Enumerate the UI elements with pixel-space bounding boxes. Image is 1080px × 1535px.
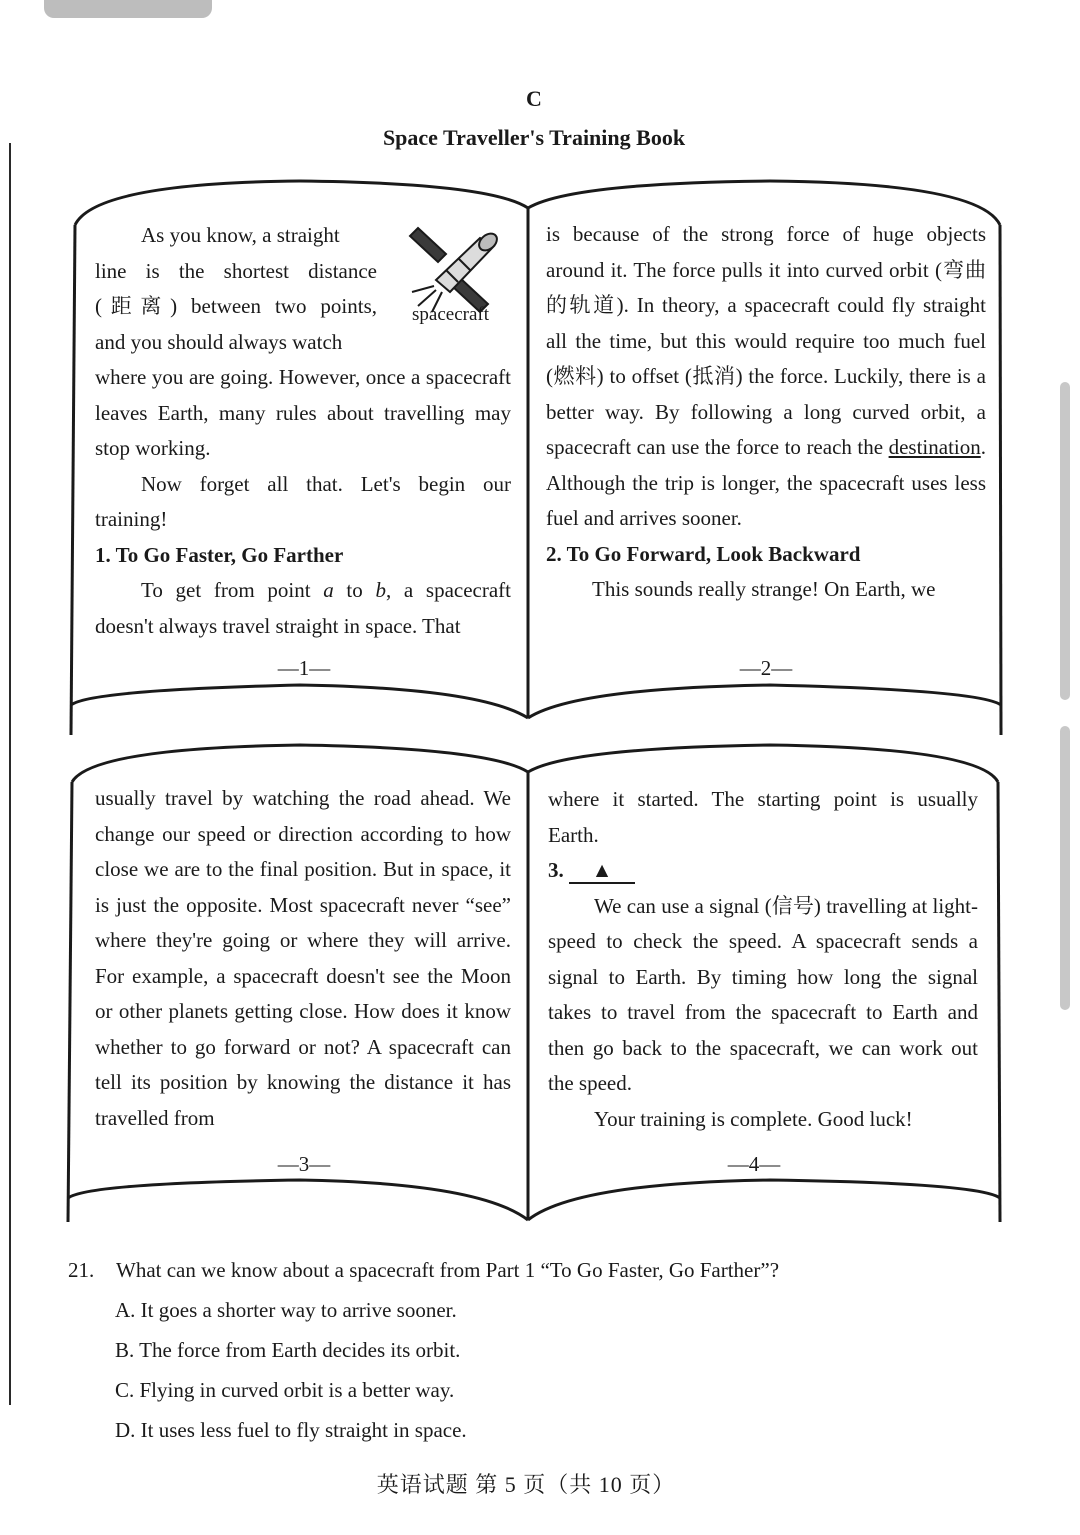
page-footer: 英语试题 第 5 页（共 10 页）	[376, 1472, 676, 1497]
page4-paragraph-1: where it started. The starting point is usually Earth.	[548, 787, 978, 847]
book-page-1	[95, 218, 511, 644]
heading-part-2: 2. To Go Forward, Look Backward	[546, 541, 861, 566]
page-number-2: —2—	[739, 656, 793, 680]
page1-line-1: As you know, a straight	[141, 223, 340, 247]
answer-blank[interactable]: ▲	[569, 858, 635, 884]
heading-part-1: 1. To Go Faster, Go Farther	[95, 542, 344, 567]
page2-paragraph-1: is because of the strong force of huge objects around it. The force pulls it into curved orbit (弯曲的轨道). In theory, a spacecraft could fly straight all the time, but this would require too much fuel (燃料) to offset (抵消) the force. Luckily, there is a better way. By following a long curved orbit, a spacecraft can use the force to reach the destination. Although the trip is longer, the spacecraft uses less fuel and arrives sooner.	[546, 222, 986, 530]
page1-paragraph-3: To get from point a to b, a spacecraft doesn't always travel straight in space. That	[95, 578, 511, 638]
option-a[interactable]: A. It goes a shorter way to arrive sooner.	[115, 1298, 457, 1322]
page-number-1: —1—	[277, 656, 331, 680]
section-letter: C	[526, 86, 542, 111]
option-d[interactable]: D. It uses less fuel to fly straight in space.	[115, 1418, 467, 1442]
page4-paragraph-2: We can use a signal (信号) travelling at light-speed to check the speed. A spacecraft sends a signal to Earth. By timing how long the signal takes to travel from the spacecraft to Earth and then go back to the spacecraft, we can work out the speed.	[548, 893, 978, 1095]
spacecraft-caption: spacecraft	[412, 304, 489, 325]
heading-part-3: 3. ▲	[548, 853, 978, 889]
option-b[interactable]: B. The force from Earth decides its orbit.	[115, 1338, 461, 1362]
book-page-4	[548, 782, 978, 1137]
question-21	[68, 1250, 1028, 1450]
question-stem: 21. What can we know about a spacecraft from Part 1 “To Go Faster, Go Farther”?	[68, 1258, 780, 1282]
page2-paragraph-2: This sounds really strange! On Earth, we	[592, 577, 936, 601]
page1-paragraph-2: Now forget all that. Let's begin our training!	[95, 471, 511, 531]
book-page-3	[95, 781, 511, 1136]
option-c[interactable]: C. Flying in curved orbit is a better way.	[115, 1378, 455, 1402]
page1-line-3: (距离) between two points,	[95, 294, 377, 318]
page4-paragraph-3: Your training is complete. Good luck!	[594, 1106, 913, 1131]
page1-line-2: line is the shortest distance	[95, 258, 377, 283]
page1-intro-wrapped	[95, 218, 377, 360]
book-page-2	[546, 217, 986, 608]
page-number-4: —4—	[727, 1152, 781, 1176]
book-title: Space Traveller's Training Book	[382, 125, 686, 150]
page1-line-4: and you should always watch	[95, 329, 343, 354]
page1-intro-rest: where you are going. However, once a spacecraft leaves Earth, many rules about travelling may stop working.	[95, 365, 511, 460]
page3-paragraph-1: usually travel by watching the road ahead. We change our speed or direction according to how close we are to the final position. But in space, it is just the opposite. Most spacecraft never “see” where they're going or where they will arrive. For example, a spacecraft doesn't see the Moon or other planets getting close. How does it know whether to go forward or not? A spacecraft can tell its position by knowing the distance it has travelled from	[95, 786, 511, 1130]
page-number-3: —3—	[277, 1152, 331, 1176]
